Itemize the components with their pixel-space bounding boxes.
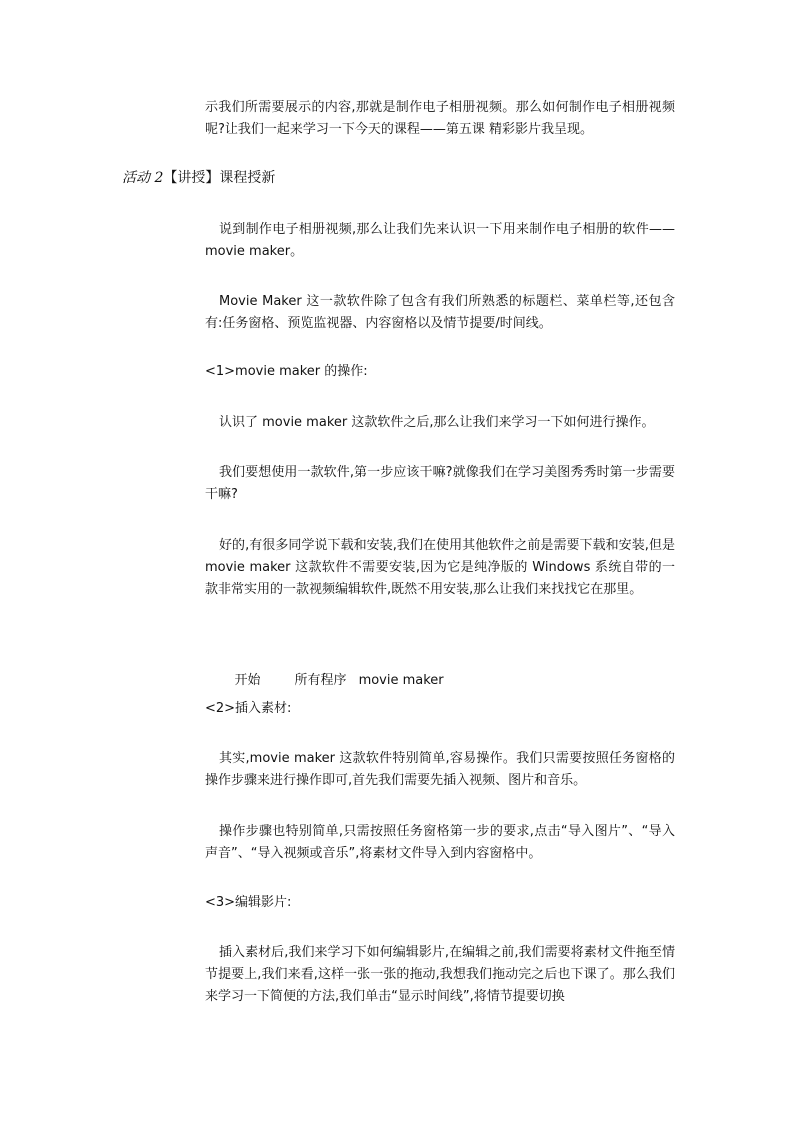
path-start: 开始 (234, 673, 261, 688)
subheading-insert-material: <2>插入素材: (205, 701, 292, 716)
paragraph-learn-operation: 认识了 movie maker 这款软件之后,那么让我们来学习一下如何进行操作。 (219, 415, 655, 430)
paragraph-intro-continued: 示我们所需要展示的内容,那就是制作电子相册视频。那么如何制作电子相册视频呢?让我们一起来学习一下今天的课程——第五课 精彩影片我呈现。 (205, 100, 675, 137)
paragraph-import-steps: 操作步骤也特别简单,只需按照任务窗格第一步的要求,点击“导入图片”、“导入声音”、“导入视频或音乐”,将素材文件导入到内容窗格中。 (205, 824, 675, 861)
paragraph-interface-parts: Movie Maker 这一款软件除了包含有我们所熟悉的标题栏、菜单栏等,还包含有:任务窗格、预览监视器、内容窗格以及情节提要/时间线。 (205, 294, 675, 331)
activity-title: 课程授新 (219, 170, 276, 186)
subheading-edit-movie: <3>编辑影片: (205, 895, 292, 910)
subheading-operation: <1>movie maker 的操作: (205, 364, 368, 379)
paragraph-first-step-question: 我们要想使用一款软件,第一步应该干嘛?就像我们在学习美图秀秀时第一步需要干嘛? (205, 465, 675, 502)
paragraph-software-intro: 说到制作电子相册视频,那么让我们先来认识一下用来制作电子相册的软件——movie maker。 (205, 222, 675, 259)
path-movie-maker: movie maker (358, 673, 444, 688)
paragraph-insert-material: 其实,movie maker 这款软件特别简单,容易操作。我们只需要按照任务窗格的操作步骤来进行操作即可,首先我们需要先插入视频、图片和音乐。 (205, 751, 675, 788)
activity-heading (122, 167, 275, 189)
paragraph-edit-movie: 插入素材后,我们来学习下如何编辑影片,在编辑之前,我们需要将素材文件拖至情节提要上,我们来看,这样一张一张的拖动,我想我们拖动完之后也下课了。那么我们来学习一下简便的方法,我们单击“显示时间线”,将情节提要切换 (205, 945, 675, 1004)
paragraph-install-explanation: 好的,有很多同学说下载和安装,我们在使用其他软件之前是需要下载和安装,但是 movie maker 这款软件不需要安装,因为它是纯净版的 Windows 系统自带的一款非常实用的一款视频编辑软件,既然不用安装,那么让我们来找找它在那里。 (205, 538, 675, 597)
path-all-programs: 所有程序 (294, 673, 347, 688)
activity-tag: 【讲授】 (163, 170, 220, 186)
activity-number: 活动 2 (122, 170, 164, 186)
